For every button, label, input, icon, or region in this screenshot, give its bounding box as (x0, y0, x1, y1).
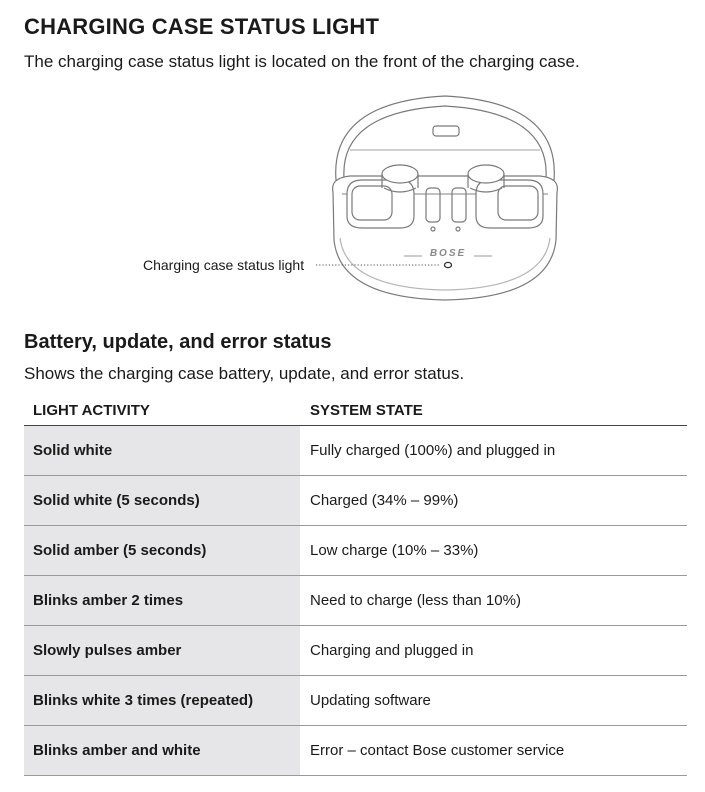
table-row (24, 676, 687, 726)
light-activity-cell: Blinks amber and white (24, 726, 300, 776)
column-header-system-state: SYSTEM STATE (300, 396, 687, 426)
system-state-cell: Updating software (300, 676, 687, 726)
light-activity-cell: Solid amber (5 seconds) (24, 526, 300, 576)
light-activity-cell: Solid white (5 seconds) (24, 476, 300, 526)
system-state-cell: Low charge (10% – 33%) (300, 526, 687, 576)
status-table (24, 396, 687, 776)
light-activity-cell: Blinks amber 2 times (24, 576, 300, 626)
section-title: Battery, update, and error status (24, 331, 332, 353)
table-row (24, 526, 687, 576)
table-row (24, 726, 687, 776)
light-activity-cell: Slowly pulses amber (24, 626, 300, 676)
status-light-callout: Charging case status light (143, 257, 305, 273)
table-row (24, 426, 687, 476)
system-state-cell: Need to charge (less than 10%) (300, 576, 687, 626)
system-state-cell: Error – contact Bose customer service (300, 726, 687, 776)
page-title: CHARGING CASE STATUS LIGHT (24, 14, 380, 39)
svg-text:BOSE: BOSE (429, 248, 467, 259)
column-header-light-activity: LIGHT ACTIVITY (24, 396, 300, 426)
intro-text: The charging case status light is located on the front of the charging case. (24, 52, 580, 71)
system-state-cell: Charging and plugged in (300, 626, 687, 676)
table-header-row (24, 396, 687, 426)
table-row (24, 626, 687, 676)
charging-case-illustration (0, 88, 705, 310)
table-row (24, 476, 687, 526)
case-lid (336, 96, 555, 180)
light-activity-cell: Solid white (24, 426, 300, 476)
charging-case-drawing (0, 88, 705, 310)
light-activity-cell: Blinks white 3 times (repeated) (24, 676, 300, 726)
system-state-cell: Fully charged (100%) and plugged in (300, 426, 687, 476)
table-row (24, 576, 687, 626)
system-state-cell: Charged (34% – 99%) (300, 476, 687, 526)
section-description: Shows the charging case battery, update, and error status. (24, 364, 465, 383)
